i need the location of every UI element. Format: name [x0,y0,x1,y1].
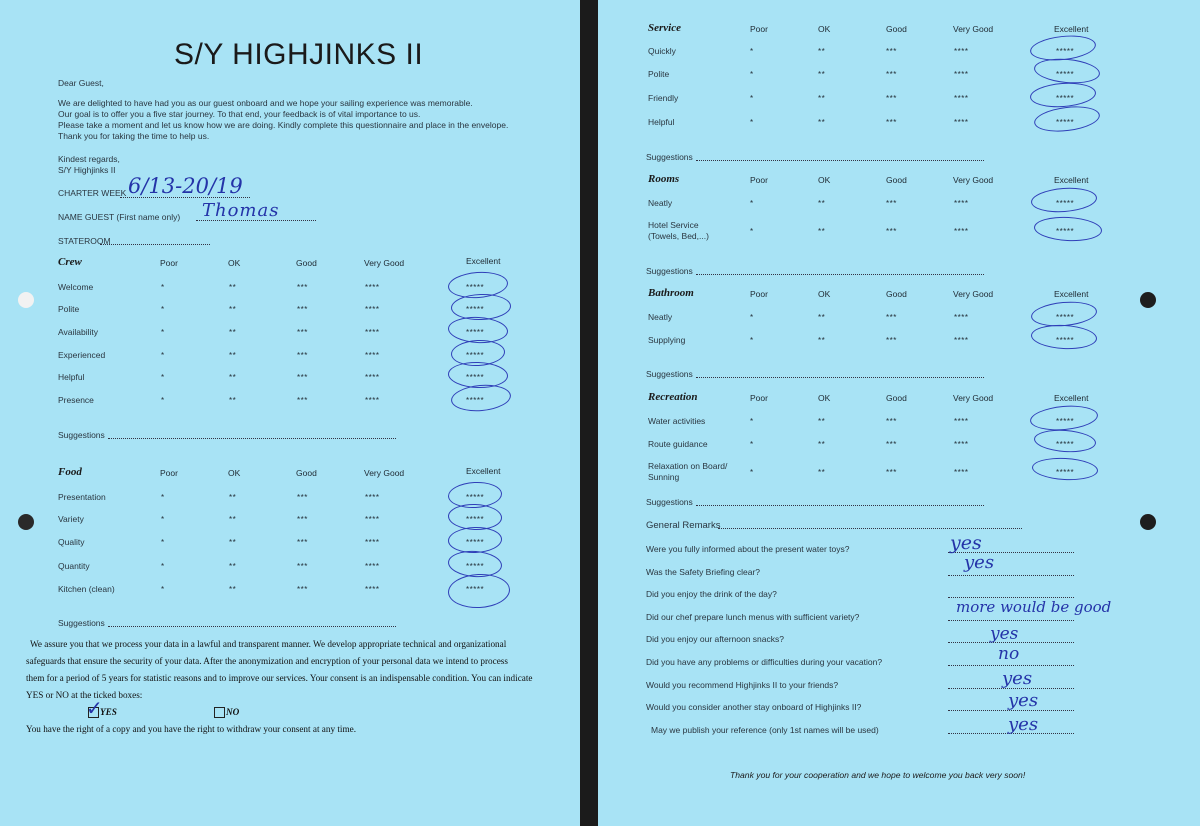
no-label: NO [226,707,240,717]
column-very-good: Very Good [364,468,405,478]
rating-option-5-stars[interactable]: ***** [466,283,485,292]
rating-option-5-stars[interactable]: ***** [1056,313,1075,322]
rating-option-4-stars[interactable]: **** [365,538,380,547]
stateroom-line [100,244,210,245]
rating-option-4-stars[interactable]: **** [954,336,969,345]
rating-option-2-stars[interactable]: ** [818,199,826,208]
excellent-circle-mark [1033,103,1101,135]
rating-option-4-stars[interactable]: **** [954,94,969,103]
crew-suggestions-label: Suggestions [58,430,105,440]
column-poor: Poor [160,258,178,268]
rating-column-label: OK [818,24,831,34]
rating-column-label: Good [886,289,907,299]
rating-column-label: Poor [750,393,768,403]
rating-option-3-stars[interactable]: *** [297,515,308,524]
rating-option-4-stars[interactable]: **** [954,70,969,79]
checkmark-icon: ✓ [86,696,103,720]
rating-option-2-stars[interactable]: ** [229,351,237,360]
excellent-circle-mark [1029,81,1097,110]
rating-option-3-stars[interactable]: *** [297,538,308,547]
rating-option-3-stars[interactable]: *** [886,199,897,208]
rating-column-label: Excellent [1054,24,1089,34]
suggestions-line [696,160,984,161]
rating-option-2-stars[interactable]: ** [818,417,826,426]
left-page [0,0,580,826]
rating-option-3-stars[interactable]: *** [297,562,308,571]
answer-line [948,575,1074,576]
rating-option-3-stars[interactable]: *** [297,283,308,292]
rating-option-4-stars[interactable]: **** [365,283,380,292]
rating-option-4-stars[interactable]: **** [365,305,380,314]
rating-option-3-stars[interactable]: *** [297,351,308,360]
excellent-circle-mark [447,572,511,609]
rating-option-1-stars[interactable]: * [750,468,754,477]
suggestions-label: Suggestions [646,152,693,162]
handwritten-answer[interactable]: yes [1008,690,1039,711]
rating-option-1-stars[interactable]: * [161,585,165,594]
rating-option-5-stars[interactable]: ***** [1056,227,1075,236]
rating-item-label: Quickly [648,46,676,56]
rating-option-5-stars[interactable]: ***** [1056,440,1075,449]
rating-option-5-stars[interactable]: ***** [466,373,485,382]
rating-option-4-stars[interactable]: **** [954,47,969,56]
rating-column-label: Very Good [953,175,994,185]
remark-question: Did you enjoy the drink of the day? [646,589,777,599]
rating-item-label: Welcome [58,282,94,292]
suggestions-line [696,505,984,506]
rating-option-4-stars[interactable]: **** [954,440,969,449]
rating-item-label: Quality [58,537,85,547]
excellent-circle-mark [1030,186,1098,215]
rating-item-label: (Towels, Bed,...) [648,231,709,241]
rating-option-1-stars[interactable]: * [161,305,165,314]
rating-item-label: Polite [648,69,670,79]
crew-section-title: Crew [58,256,82,268]
remark-question: Were you fully informed about the present water toys? [646,544,850,554]
remark-question: Would you recommend Highjinks II to your friends? [646,680,839,690]
rating-option-1-stars[interactable]: * [161,493,165,502]
rating-option-3-stars[interactable]: *** [886,313,897,322]
charter-week-value[interactable]: 6/13-20/19 [128,174,243,198]
rating-item-label: Neatly [648,312,673,322]
rating-item-label: Water activities [648,416,706,426]
rating-option-2-stars[interactable]: ** [818,227,826,236]
answer-line [948,620,1074,621]
rating-item-label: Neatly [648,198,673,208]
rating-option-1-stars[interactable]: * [161,328,165,337]
rating-column-label: Poor [750,24,768,34]
handwritten-answer[interactable]: yes [1008,714,1039,735]
charter-week-label: CHARTER WEEK [58,188,127,198]
rating-option-4-stars[interactable]: **** [954,199,969,208]
column-excellent: Excellent [466,256,501,266]
rating-option-4-stars[interactable]: **** [365,515,380,524]
remark-question: Would you consider another stay onboard of Highjinks II? [646,702,862,712]
signoff-ship: S/Y Highjinks II [58,165,116,175]
rating-option-2-stars[interactable]: ** [818,118,826,127]
excellent-circle-mark [1031,456,1098,481]
rating-option-5-stars[interactable]: ***** [1056,47,1075,56]
rating-option-1-stars[interactable]: * [750,47,754,56]
rating-option-1-stars[interactable]: * [161,396,165,405]
remark-question: Did you have any problems or difficulties during your vacation? [646,657,883,667]
rating-option-3-stars[interactable]: *** [886,417,897,426]
general-remarks-label: General Remarks [646,520,721,531]
rating-option-4-stars[interactable]: **** [954,468,969,477]
rating-option-1-stars[interactable]: * [161,538,165,547]
remark-question: Was the Safety Briefing clear? [646,567,761,577]
rating-column-label: OK [818,289,831,299]
rating-item-label: Experienced [58,350,106,360]
rating-option-4-stars[interactable]: **** [954,227,969,236]
column-very-good: Very Good [364,258,405,268]
rating-item-label: Kitchen (clean) [58,584,115,594]
rating-item-label: Supplying [648,335,686,345]
consent-line: them for a period of 5 years for statistic reasons and to improve our services. Your consent is an indispensable condition. You can indicate [26,673,533,683]
rating-option-3-stars[interactable]: *** [886,440,897,449]
rating-column-label: Good [886,393,907,403]
rating-option-3-stars[interactable]: *** [297,328,308,337]
suggestions-line [696,377,984,378]
food-suggestions-line [108,626,396,627]
rating-column-label: Very Good [953,393,994,403]
consent-line: We assure you that we process your data in a lawful and transparent manner. We develop appropriate technical and organizational [30,639,507,649]
checkbox-icon [214,707,225,718]
excellent-circle-mark [1029,403,1099,433]
rating-option-2-stars[interactable]: ** [229,585,237,594]
rating-option-5-stars[interactable]: ***** [1056,118,1075,127]
rating-option-1-stars[interactable]: * [161,351,165,360]
rating-option-2-stars[interactable]: ** [229,373,237,382]
rating-item-label: Helpful [58,372,85,382]
rating-option-4-stars[interactable]: **** [365,562,380,571]
rating-option-2-stars[interactable]: ** [818,336,826,345]
rating-option-4-stars[interactable]: **** [954,417,969,426]
handwritten-answer[interactable]: no [998,644,1020,664]
rating-option-2-stars[interactable]: ** [229,562,237,571]
rating-option-3-stars[interactable]: *** [886,468,897,477]
intro-line: Our goal is to offer you a five star journey. To that end, your feedback is of vital importance to us. [58,109,421,119]
rating-item-label: Polite [58,304,80,314]
rating-option-1-stars[interactable]: * [750,70,754,79]
column-good: Good [296,468,317,478]
rating-option-1-stars[interactable]: * [750,94,754,103]
rating-option-2-stars[interactable]: ** [229,538,237,547]
rating-column-label: Excellent [1054,289,1089,299]
intro-line: We are delighted to have had you as our guest onboard and we hope your sailing experience was memorable. [58,98,473,108]
rating-option-3-stars[interactable]: *** [886,336,897,345]
rating-column-label: Very Good [953,24,994,34]
stateroom-label: STATEROOM [58,236,111,246]
punch-hole [1140,292,1156,308]
section-title: Rooms [648,173,680,185]
food-suggestions-label: Suggestions [58,618,105,628]
excellent-circle-mark [1033,428,1096,454]
rating-option-5-stars[interactable]: ***** [466,396,485,405]
handwritten-answer[interactable]: yes [950,532,982,554]
rating-option-1-stars[interactable]: * [750,227,754,236]
yes-label: YES [100,707,117,717]
answer-line [948,665,1074,666]
rating-option-1-stars[interactable]: * [161,515,165,524]
punch-hole [1140,514,1156,530]
column-good: Good [296,258,317,268]
crew-suggestions-line [108,438,396,439]
remark-question: Did you enjoy our afternoon snacks? [646,634,784,644]
rating-option-2-stars[interactable]: ** [229,515,237,524]
rating-option-4-stars[interactable]: **** [365,493,380,502]
greeting: Dear Guest, [58,78,104,88]
rating-column-label: OK [818,175,831,185]
rating-option-3-stars[interactable]: *** [886,47,897,56]
general-remarks-line [718,528,1022,529]
rating-option-5-stars[interactable]: ***** [466,585,485,594]
consent-no-checkbox[interactable] [214,704,239,721]
rating-option-3-stars[interactable]: *** [297,305,308,314]
rating-option-5-stars[interactable]: ***** [466,351,485,360]
intro-line: Please take a moment and let us know how we are doing. Kindly complete this questionnaire and place in the envelope. [58,120,509,130]
rating-option-5-stars[interactable]: ***** [466,305,485,314]
rating-option-1-stars[interactable]: * [750,417,754,426]
rating-option-1-stars[interactable]: * [750,440,754,449]
column-excellent: Excellent [466,466,501,476]
rating-column-label: Very Good [953,289,994,299]
rating-option-3-stars[interactable]: *** [297,373,308,382]
rating-item-label: Route guidance [648,439,708,449]
closing-text: Thank you for your cooperation and we hope to welcome you back very soon! [730,770,1026,780]
rating-option-2-stars[interactable]: ** [229,305,237,314]
rating-item-label: Variety [58,514,84,524]
excellent-circle-mark [1033,56,1101,86]
rating-option-5-stars[interactable]: ***** [1056,94,1075,103]
rating-option-4-stars[interactable]: **** [365,351,380,360]
intro-line: Thank you for taking the time to help us. [58,131,210,141]
handwritten-answer[interactable]: yes [990,624,1019,644]
handwritten-answer[interactable]: yes [964,552,995,573]
rating-option-2-stars[interactable]: ** [818,440,826,449]
rating-item-label: Availability [58,327,99,337]
rating-option-5-stars[interactable]: ***** [466,562,485,571]
suggestions-label: Suggestions [646,369,693,379]
rating-option-5-stars[interactable]: ***** [1056,199,1075,208]
excellent-circle-mark [448,526,503,554]
rating-item-label: Sunning [648,472,680,482]
rating-option-2-stars[interactable]: ** [818,70,826,79]
rating-option-1-stars[interactable]: * [750,313,754,322]
excellent-circle-mark [450,382,512,413]
section-title: Recreation [648,391,698,403]
rating-option-2-stars[interactable]: ** [818,313,826,322]
rating-item-label: Hotel Service [648,220,699,230]
rating-column-label: OK [818,393,831,403]
rating-option-4-stars[interactable]: **** [954,118,969,127]
handwritten-answer[interactable]: yes [1002,668,1033,689]
handwritten-answer[interactable]: more would be good [956,598,1112,616]
excellent-circle-mark [1030,323,1097,350]
signoff: Kindest regards, [58,154,120,164]
rating-option-4-stars[interactable]: **** [365,396,380,405]
section-title: Service [648,22,681,34]
rating-option-5-stars[interactable]: ***** [466,493,485,502]
suggestions-label: Suggestions [646,266,693,276]
column-ok: OK [228,258,241,268]
rating-item-label: Quantity [58,561,90,571]
rating-item-label: Helpful [648,117,675,127]
rating-option-5-stars[interactable]: ***** [466,515,485,524]
rating-option-1-stars[interactable]: * [161,283,165,292]
rights-line: You have the right of a copy and you have the right to withdraw your consent at any time. [26,724,356,734]
rating-option-1-stars[interactable]: * [750,336,754,345]
rating-option-4-stars[interactable]: **** [365,328,380,337]
rating-option-3-stars[interactable]: *** [886,227,897,236]
rating-option-2-stars[interactable]: ** [818,468,826,477]
rating-option-5-stars[interactable]: ***** [466,328,485,337]
rating-option-1-stars[interactable]: * [750,118,754,127]
consent-line: YES or NO at the ticked boxes: [26,690,143,700]
rating-option-3-stars[interactable]: *** [886,94,897,103]
rating-option-4-stars[interactable]: **** [365,373,380,382]
punch-hole [18,292,34,308]
rating-option-2-stars[interactable]: ** [818,94,826,103]
consent-line: safeguards that ensure the security of your data. After the anonymization and encryption of your personal data we intend to process [26,656,508,666]
rating-option-1-stars[interactable]: * [161,373,165,382]
column-poor: Poor [160,468,178,478]
remark-question: May we publish your reference (only 1st names will be used) [651,725,879,735]
rating-option-1-stars[interactable]: * [161,562,165,571]
rating-option-1-stars[interactable]: * [750,199,754,208]
rating-option-4-stars[interactable]: **** [365,585,380,594]
remark-question: Did our chef prepare lunch menus with sufficient variety? [646,612,860,622]
rating-option-3-stars[interactable]: *** [886,118,897,127]
rating-option-2-stars[interactable]: ** [229,283,237,292]
rating-column-label: Poor [750,289,768,299]
rating-item-label: Presence [58,395,94,405]
rating-option-3-stars[interactable]: *** [297,585,308,594]
rating-option-3-stars[interactable]: *** [886,70,897,79]
rating-column-label: Good [886,175,907,185]
column-ok: OK [228,468,241,478]
name-label: NAME GUEST (First name only) [58,212,181,222]
rating-option-5-stars[interactable]: ***** [1056,417,1075,426]
name-value[interactable]: Thomas [202,200,280,221]
excellent-circle-mark [1033,215,1102,243]
rating-item-label: Relaxation on Board/ [648,461,728,471]
punch-hole [18,514,34,530]
suggestions-label: Suggestions [646,497,693,507]
rating-option-2-stars[interactable]: ** [818,47,826,56]
rating-column-label: Good [886,24,907,34]
suggestions-line [696,274,984,275]
rating-option-2-stars[interactable]: ** [229,396,237,405]
rating-option-2-stars[interactable]: ** [229,493,237,502]
rating-option-3-stars[interactable]: *** [297,396,308,405]
right-page [598,0,1200,826]
rating-option-5-stars[interactable]: ***** [1056,468,1075,477]
rating-column-label: Excellent [1054,393,1089,403]
section-title: Bathroom [648,287,694,299]
rating-column-label: Poor [750,175,768,185]
rating-option-3-stars[interactable]: *** [297,493,308,502]
rating-option-2-stars[interactable]: ** [229,328,237,337]
rating-option-4-stars[interactable]: **** [954,313,969,322]
rating-column-label: Excellent [1054,175,1089,185]
rating-option-5-stars[interactable]: ***** [466,538,485,547]
page-title: S/Y HIGHJINKS II [174,38,424,71]
rating-item-label: Friendly [648,93,679,103]
rating-option-5-stars[interactable]: ***** [1056,70,1075,79]
rating-option-5-stars[interactable]: ***** [1056,336,1075,345]
rating-item-label: Presentation [58,492,106,502]
food-section-title: Food [58,466,82,478]
